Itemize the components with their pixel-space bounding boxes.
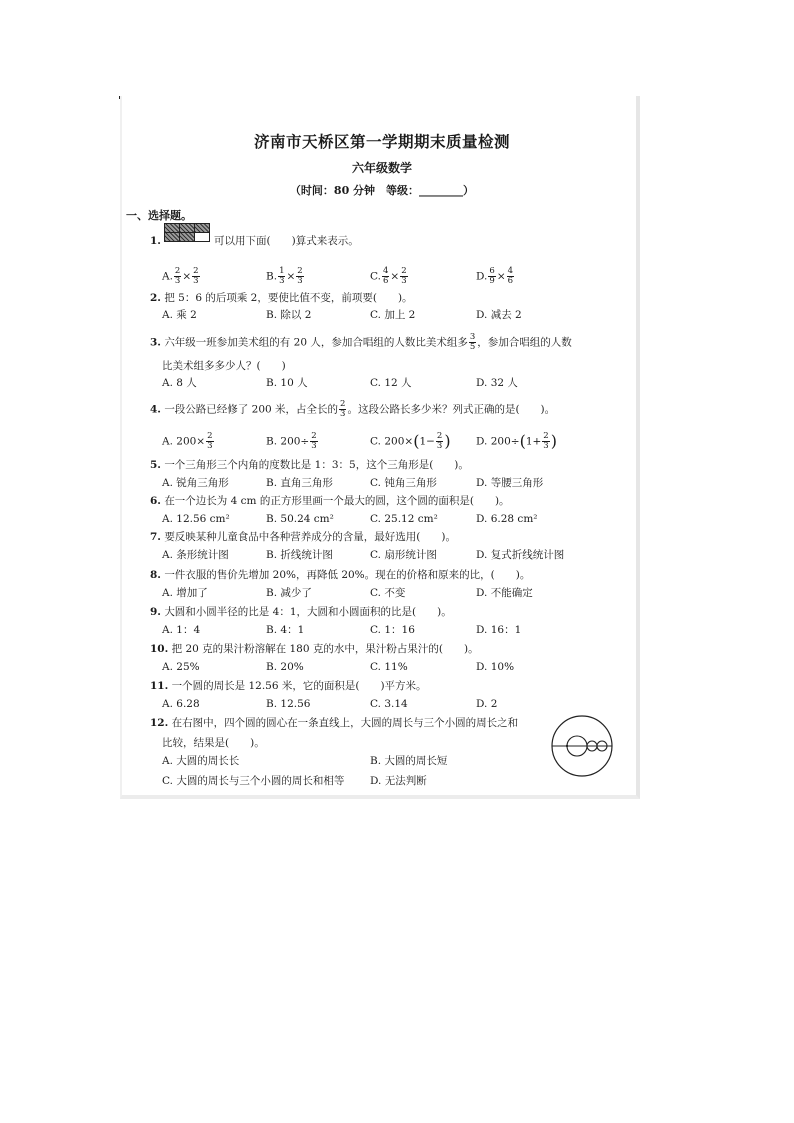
option-d: D. 不能确定 — [476, 587, 533, 599]
option-c: C. 3.14 — [370, 698, 408, 710]
option-c: C. 加上 2 — [370, 309, 416, 321]
option-b: B. 200÷ $\frac{2}{3}$ — [266, 431, 317, 451]
question-text-continued: 比较，结果是( )。 — [162, 737, 265, 749]
option-c: C. 11% — [370, 661, 408, 673]
question-text: 11. 一个圆的周长是 12.56 米，它的面积是( )平方米。 — [150, 680, 427, 692]
option-d: D. 200÷(1+ $\frac{2}{3}$ ) — [476, 431, 557, 451]
question-text: 4. 一段公路已经修了 200 米，占全长的 $\frac{2}{3}$ 。这段公路长多少米？列式正确的是( )。 — [150, 399, 556, 419]
exam-meta: （时间：80 分钟 等级：________） — [289, 184, 475, 197]
option-c: C. 12 人 — [370, 377, 412, 389]
option-d: D. 16：1 — [476, 624, 522, 636]
option-a: A. 增加了 — [162, 587, 208, 599]
question-text: 7. 要反映某种儿童食品中各种营养成分的含量，最好选用( )。 — [150, 531, 457, 543]
question-text: 10. 把 20 克的果汁粉溶解在 180 克的水中，果汁粉占果汁的( )。 — [150, 643, 479, 655]
question-text: 5. 一个三角形三个内角的度数比是 1：3：5，这个三角形是( )。 — [150, 459, 469, 471]
shaded-grid-figure — [164, 223, 212, 243]
question-text: 12. 在右图中，四个圆的圆心在一条直线上，大圆的周长与三个小圆的周长之和 — [150, 717, 519, 729]
exam-title: 济南市天桥区第一学期期末质量检测 — [253, 132, 510, 151]
exam-subtitle: 六年级数学 — [351, 161, 412, 175]
option-d: D. 2 — [476, 698, 498, 710]
option-b: B. 直角三角形 — [266, 477, 333, 489]
exam-sheet — [120, 96, 640, 799]
section-heading: 一、选择题。 — [126, 209, 192, 222]
option-c: C. 200×(1− $\frac{2}{3}$ ) — [370, 431, 451, 451]
option-c: C. 钝角三角形 — [370, 477, 437, 489]
option-a: A. 200× $\frac{2}{3}$ — [162, 431, 213, 451]
option-b: B. 4：1 — [266, 624, 305, 636]
option-c: C. 25.12 cm² — [370, 513, 438, 525]
option-c: C. $\frac{4}{6}$ × $\frac{2}{3}$ — [370, 266, 407, 286]
center-dot — [566, 745, 568, 747]
option-a: A. 大圆的周长长 — [162, 755, 240, 767]
option-b: B. 折线统计图 — [266, 549, 333, 561]
question-text: 3. 六年级一班参加美术组的有 20 人，参加合唱组的人数比美术组多 $\frac{3}{5}$ ，参加合唱组的人数 — [150, 332, 572, 352]
question-text: 可以用下面( )算式来表示。 — [214, 235, 359, 247]
option-a: A. 条形统计图 — [162, 549, 229, 561]
question-text-continued: 比美术组多多少人？( ) — [162, 360, 286, 372]
option-d: D. 复式折线统计图 — [476, 549, 565, 561]
option-b: B. 10 人 — [266, 377, 308, 389]
option-d: D. 减去 2 — [476, 309, 522, 321]
option-d: D. $\frac{6}{9}$ × $\frac{4}{6}$ — [476, 266, 514, 286]
option-b: B. 50.24 cm² — [266, 513, 334, 525]
option-a: A. 乘 2 — [162, 309, 197, 321]
option-a: A. 8 人 — [162, 377, 197, 389]
option-c: C. 扇形统计图 — [370, 549, 437, 561]
option-b: B. 减少了 — [266, 587, 312, 599]
option-d: D. 等腰三角形 — [476, 477, 544, 489]
option-b: B. 除以 2 — [266, 309, 312, 321]
option-c: C. 不变 — [370, 587, 406, 599]
option-c: C. 1：16 — [370, 624, 415, 636]
option-a: A. 1：4 — [162, 624, 201, 636]
question-text: 6. 在一个边长为 4 cm 的正方形里画一个最大的圆，这个圆的面积是( )。 — [150, 495, 510, 507]
option-c: C. 大圆的周长与三个小圆的周长和相等 — [162, 775, 345, 787]
question-text: 9. 大圆和小圆半径的比是 4：1，大圆和小圆面积的比是( )。 — [150, 606, 452, 618]
option-d: D. 无法判断 — [370, 775, 427, 787]
option-b: B. 20% — [266, 661, 304, 673]
option-d: D. 10% — [476, 661, 515, 673]
option-a: A. 锐角三角形 — [162, 477, 229, 489]
question-text: 2. 把 5：6 的后项乘 2，要使比值不变，前项要( )。 — [150, 292, 413, 304]
option-b: B. $\frac{1}{3}$ × $\frac{2}{3}$ — [266, 266, 303, 286]
option-a: A. 12.56 cm² — [162, 513, 230, 525]
option-a: A. 25% — [162, 661, 200, 673]
option-b: B. 大圆的周长短 — [370, 755, 448, 767]
option-a: A. 6.28 — [162, 698, 200, 710]
option-a: A. $\frac{2}{3}$ × $\frac{2}{3}$ — [162, 266, 199, 286]
option-d: D. 6.28 cm² — [476, 513, 538, 525]
concentric-circles-figure — [550, 714, 614, 778]
question-text: 8. 一件衣服的售价先增加 20%，再降低 20%。现在的价格和原来的比，( )。 — [150, 569, 531, 581]
option-b: B. 12.56 — [266, 698, 311, 710]
option-d: D. 32 人 — [476, 377, 518, 389]
question-number: 1. — [150, 235, 161, 247]
